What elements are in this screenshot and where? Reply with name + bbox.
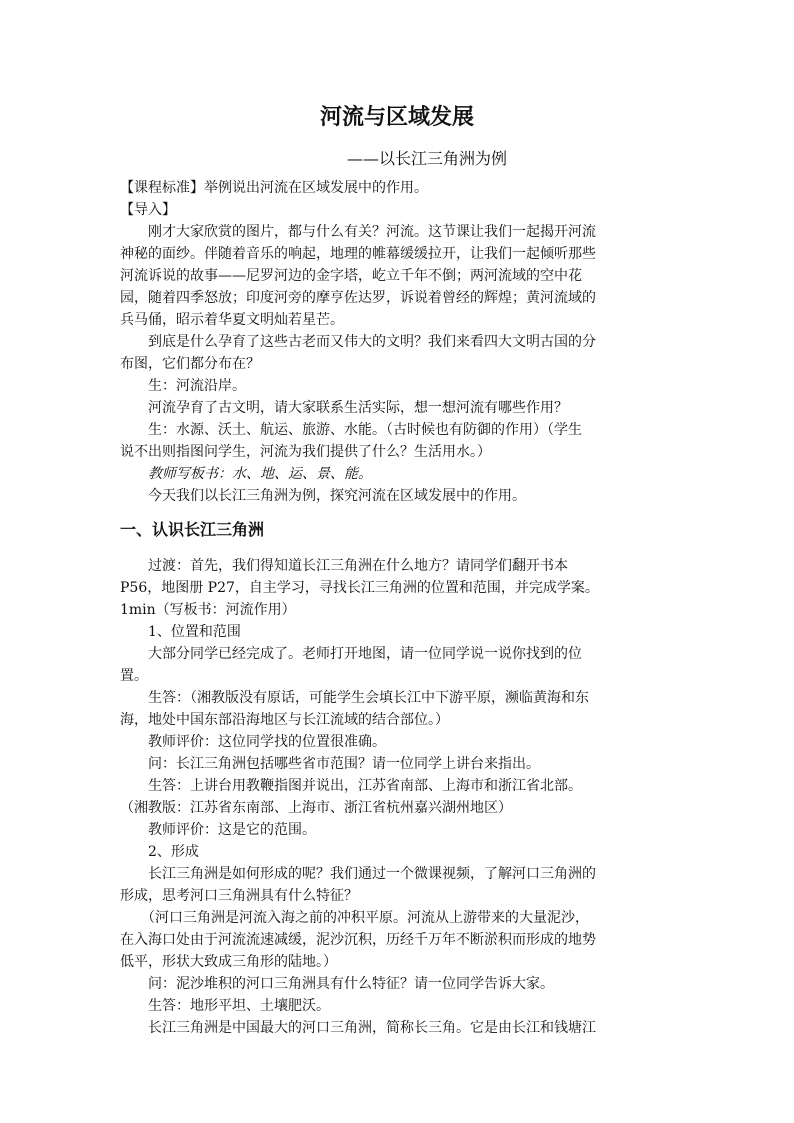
intro-label: 【导入】	[120, 202, 176, 218]
paragraph-line: （河口三角洲是河流入海之前的冲积平原。河流从上游带来的大量泥沙，	[120, 910, 589, 926]
section-heading: 一、认识长江三角洲	[120, 520, 265, 539]
paragraph-line: 置。	[120, 668, 148, 684]
paragraph-line: 1min（写板书：河流作用）	[120, 602, 296, 618]
paragraph-line: 今天我们以长江三角洲为例，探究河流在区域发展中的作用。	[120, 488, 526, 504]
paragraph-line: 长江三角洲是如何形成的呢？我们通过一个微课视频，了解河口三角洲的	[120, 866, 596, 882]
paragraph-line: 到底是什么孕育了这些古老而又伟大的文明？我们来看四大文明古国的分	[120, 334, 596, 350]
paragraph-line: 在入海口处由于河流流速减缓，泥沙沉积，历经千万年不断淤积而形成的地势	[120, 932, 596, 948]
paragraph-line: 问：长江三角洲包括哪些省市范围？请一位同学上讲台来指出。	[120, 756, 540, 772]
paragraph-line: （湘教版：江苏省东南部、上海市、浙江省杭州嘉兴湖州地区）	[120, 800, 512, 816]
curriculum-standard-line: 【课程标准】举例说出河流在区域发展中的作用。	[120, 180, 428, 196]
paragraph-line: 生答：地形平坦、土壤肥沃。	[120, 998, 330, 1014]
subheading-position: 1、位置和范围	[120, 624, 241, 640]
paragraph-line: 河流诉说的故事——尼罗河边的金字塔，屹立千年不倒；两河流域的空中花	[120, 268, 582, 284]
paragraph-line: 海，地处中国东部沿海地区与长江流域的结合部位。）	[120, 712, 449, 728]
paragraph-line: 教师评价：这位同学找的位置很准确。	[120, 734, 386, 750]
board-note-line: 教师写板书：水、地、运、景、能。	[120, 466, 372, 482]
paragraph-line: 长江三角洲是中国最大的河口三角洲，简称长三角。它是由长江和钱塘江	[120, 1020, 596, 1036]
paragraph-line: 过渡：首先，我们得知道长江三角洲在什么地方？请同学们翻开书本	[120, 558, 568, 574]
document-subtitle: ——以长江三角洲为例	[346, 149, 507, 168]
paragraph-line: 教师评价：这是它的范围。	[120, 822, 316, 838]
paragraph-line: 园，随着四季怒放；印度河旁的摩亨佐达罗，诉说着曾经的辉煌；黄河流域的	[120, 290, 596, 306]
document-title: 河流与区域发展	[319, 104, 474, 130]
paragraph-line: 大部分同学已经完成了。老师打开地图，请一位同学说一说你找到的位	[120, 646, 582, 662]
paragraph-line: 说不出则指图问学生，河流为我们提供了什么？生活用水。）	[120, 444, 491, 460]
paragraph-line: 形成，思考河口三角洲具有什么特征？	[120, 888, 358, 904]
paragraph-line: 河流孕育了古文明，请大家联系生活实际，想一想河流有哪些作用？	[120, 400, 568, 416]
paragraph-line: 生答：上讲台用教鞭指图并说出，江苏省南部、上海市和浙江省北部。	[120, 778, 582, 794]
paragraph-line: 生答：（湘教版没有原话，可能学生会填长江中下游平原，濒临黄海和东	[120, 690, 589, 706]
paragraph-line: 低平，形状大致成三角形的陆地。）	[120, 954, 337, 970]
paragraph-line: 生：河流沿岸。	[120, 378, 246, 394]
paragraph-line: 兵马俑，昭示着华夏文明灿若星芒。	[120, 312, 344, 328]
paragraph-line: 神秘的面纱。伴随着音乐的响起，地理的帷幕缓缓拉开，让我们一起倾听那些	[120, 246, 596, 262]
paragraph-line: P56，地图册 P27，自主学习，寻找长江三角洲的位置和范围，并完成学案。	[120, 580, 599, 596]
paragraph-line: 刚才大家欣赏的图片，都与什么有关？河流。这节课让我们一起揭开河流	[120, 224, 596, 240]
paragraph-line: 问：泥沙堆积的河口三角洲具有什么特征？请一位同学告诉大家。	[120, 976, 554, 992]
paragraph-line: 布图，它们都分布在？	[120, 356, 260, 372]
subheading-formation: 2、形成	[120, 844, 199, 860]
paragraph-line: 生：水源、沃土、航运、旅游、水能。（古时候也有防御的作用）（学生	[120, 422, 582, 438]
